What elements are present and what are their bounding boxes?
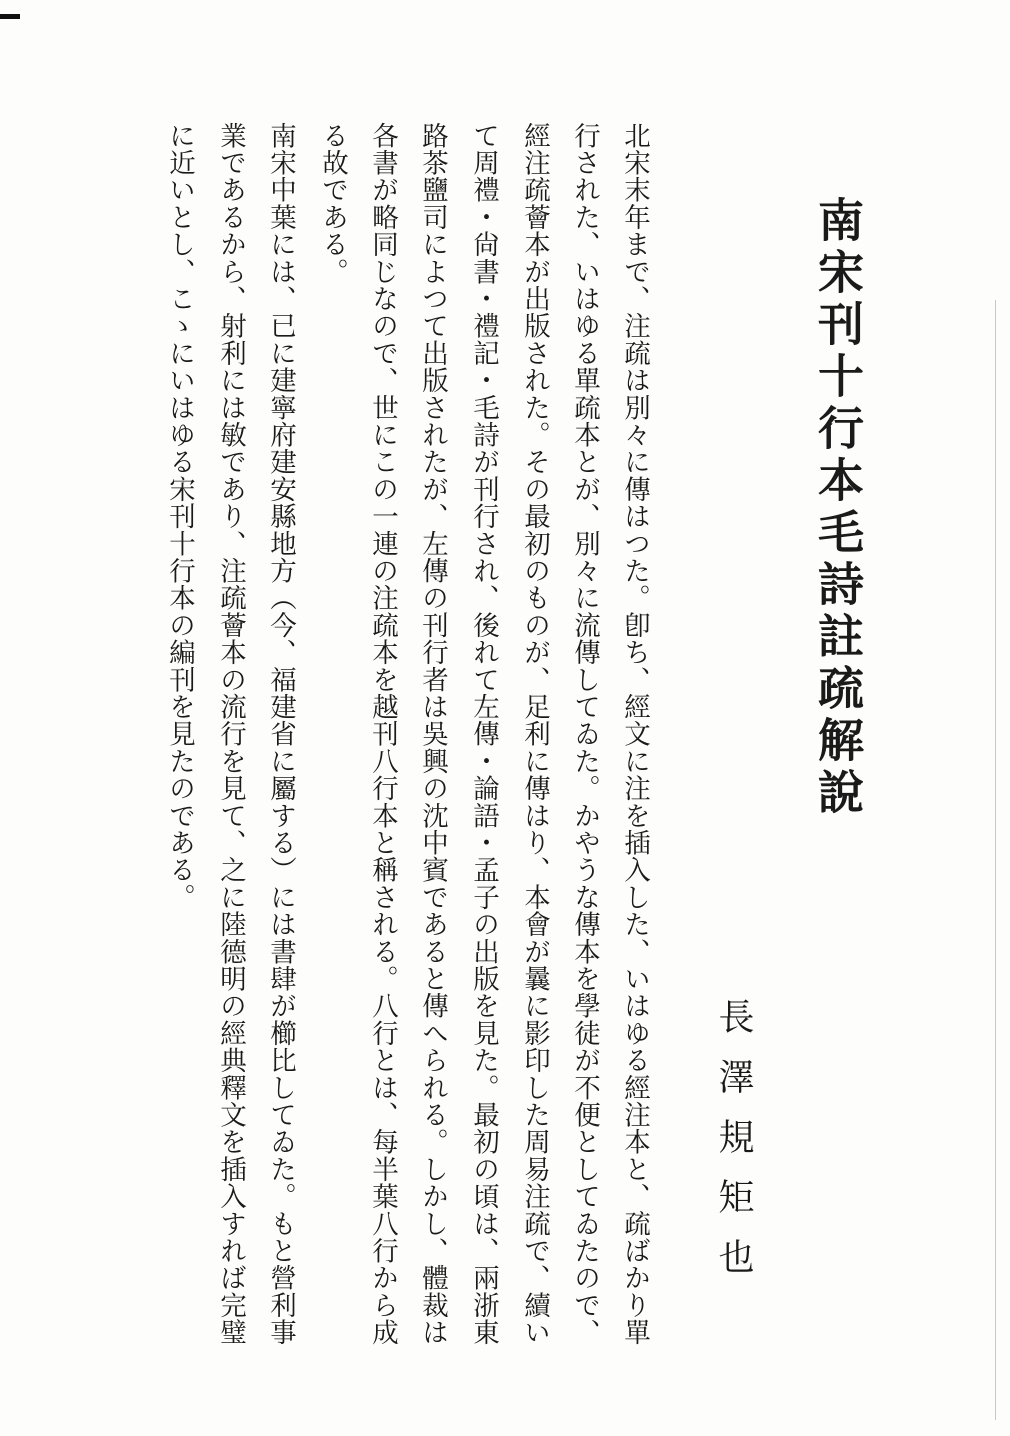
body-line-2: 行された、いはゆる單疏本とが、別々に流傳してゐた。かやうな傳本を學徒が不便としてゐたので、 xyxy=(569,122,600,1346)
body-line-8: 南宋中葉には、已に建寧府建安縣地方（今、福建省に屬する）には書肆が櫛比してゐた。もと營利事 xyxy=(265,122,296,1346)
body-line-4: て周禮・尙書・禮記・毛詩が刊行され、後れて左傳・論語・孟子の出版を見た。最初の頃は、兩浙東 xyxy=(468,122,499,1346)
corner-mark xyxy=(0,14,20,19)
body-line-1: 北宋末年まで、注疏は別々に傳はつた。卽ち、經文に注を插入した、いはゆる經注本と、疏ばかり單 xyxy=(619,122,650,1346)
document-title: 南宋刊十行本毛詩註疏解說 xyxy=(811,196,865,820)
body-line-10: に近いとし、こゝにいはゆる宋刊十行本の編刊を見たのである。 xyxy=(164,122,195,911)
body-line-5: 路茶鹽司によつて出版されたが、左傳の刊行者は吳興の沈中賓であると傳へられる。しかし、體裁は xyxy=(417,122,448,1346)
body-line-9: 業であるから、射利には敏であり、注疏薈本の流行を見て、之に陸德明の經典釋文を插入すれば完璧 xyxy=(215,122,246,1346)
body-line-7: る故である。 xyxy=(317,122,348,286)
page-edge-line xyxy=(995,300,996,1420)
author-name: 長澤規矩也 xyxy=(713,998,754,1298)
body-line-6: 各書が略同じなので、世にこの一連の注疏本を越刊八行本と稱される。八行とは、每半葉八行から成 xyxy=(367,122,398,1346)
body-line-3: 經注疏薈本が出版された。その最初のものが、足利に傳はり、本會が曩に影印した周易注疏で、續い xyxy=(519,122,550,1346)
